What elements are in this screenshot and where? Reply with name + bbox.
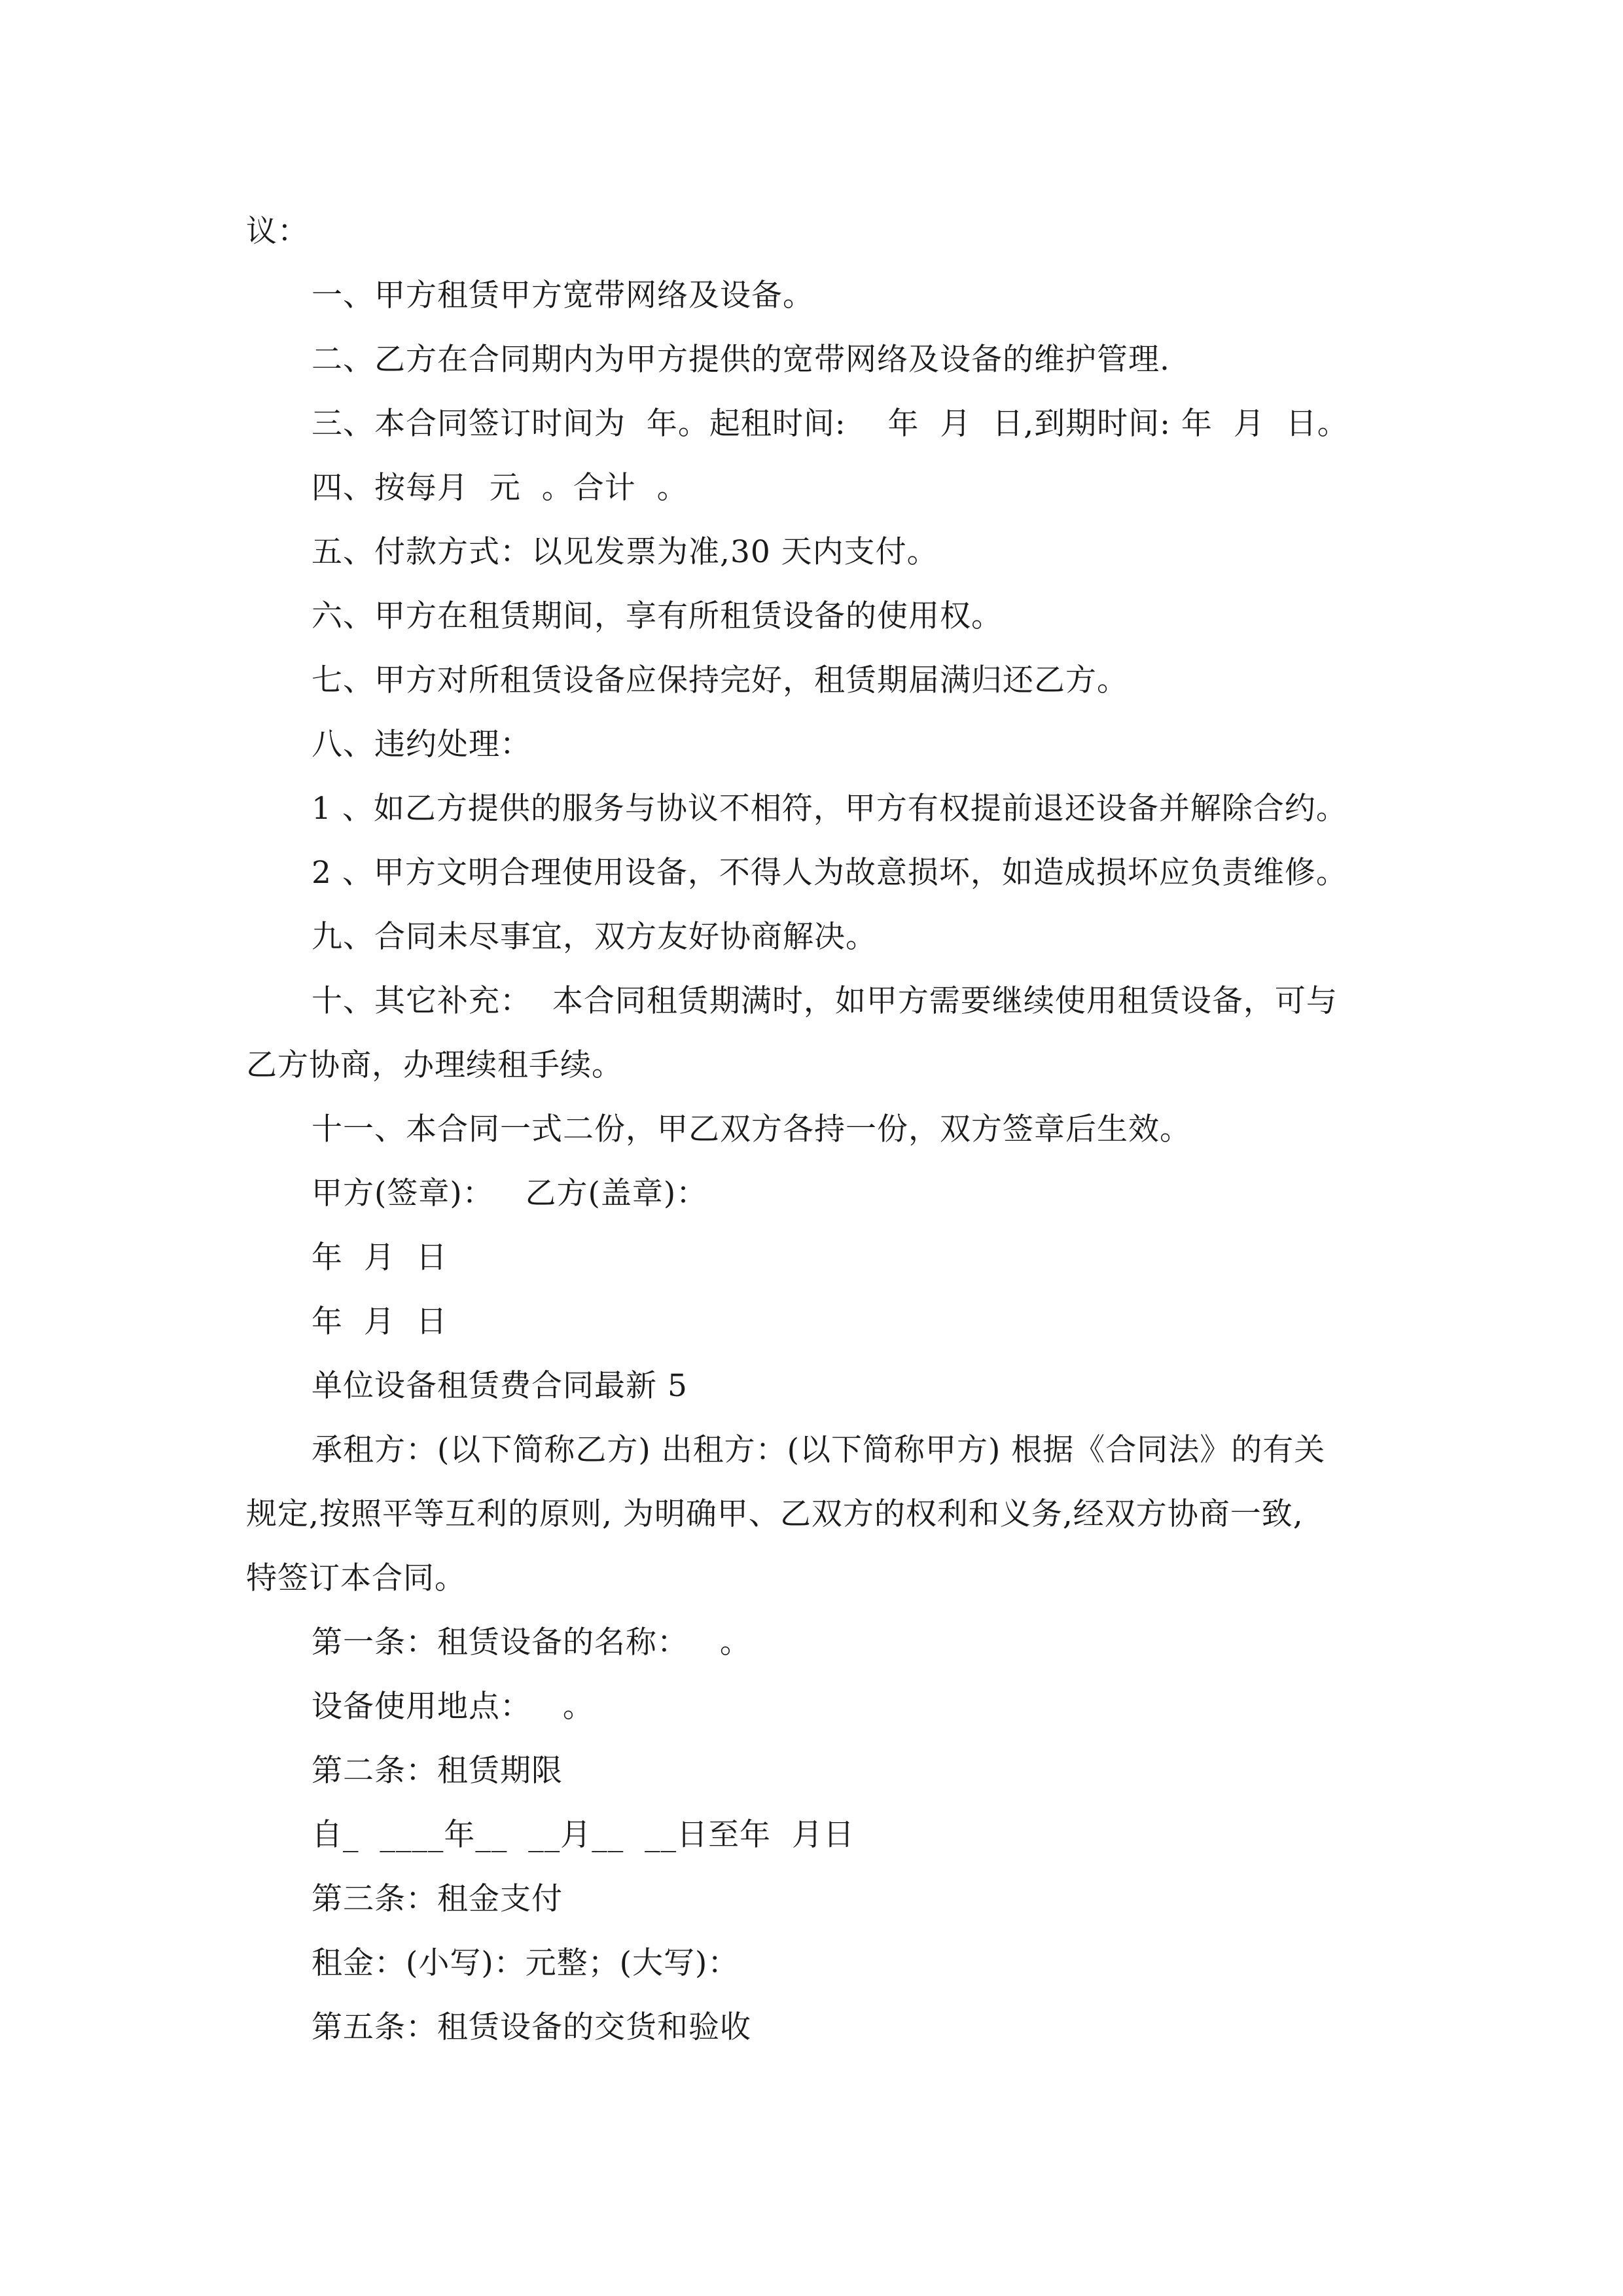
text-line: 甲方(签章)： 乙方(盖章)： xyxy=(312,1175,708,1211)
text-line: 2 、甲方文明合理使用设备，不得人为故意损坏，如造成损坏应负责维修。 xyxy=(312,855,1347,891)
text-line: 设备使用地点： 。 xyxy=(312,1689,594,1725)
text-line: 第二条：租赁期限 xyxy=(312,1753,563,1789)
text-line: 四、按每月 元 。合计 。 xyxy=(312,470,688,506)
text-line: 三、本合同签订时间为 年。起租时间: 年 月 日,到期时间: 年 月 日。 xyxy=(312,406,1349,442)
text-line: 年 月 日 xyxy=(312,1240,448,1276)
text-line: 年 月 日 xyxy=(312,1304,448,1340)
text-line: 六、甲方在租赁期间，享有所租赁设备的使用权。 xyxy=(312,598,1003,634)
document-body xyxy=(246,200,1385,2060)
text-line: 第五条：租赁设备的交货和验收 xyxy=(312,2009,751,2045)
text-line: 第三条：租金支付 xyxy=(312,1881,563,1917)
text-line: 承租方：(以下简称乙方) 出租方：(以下简称甲方) 根据《合同法》的有关 xyxy=(312,1432,1326,1468)
text-line: 十、其它补充： 本合同租赁期满时，如甲方需要继续使用租赁设备，可与 xyxy=(312,983,1338,1019)
text-line: 租金：(小写)：元整；(大写)： xyxy=(312,1945,740,1981)
text-line: 自_ ____年__ __月__ __日至年 月日 xyxy=(312,1817,855,1853)
text-line: 一、甲方租赁甲方宽带网络及设备。 xyxy=(312,278,814,314)
text-line: 1 、如乙方提供的服务与协议不相符，甲方有权提前退还设备并解除合约。 xyxy=(312,791,1347,827)
text-line: 议： xyxy=(246,213,309,249)
text-line: 八、违约处理： xyxy=(312,726,531,762)
text-line: 单位设备租赁费合同最新 5 xyxy=(312,1368,688,1404)
text-line: 九、合同未尽事宜，双方友好协商解决。 xyxy=(312,919,877,955)
text-line: 特签订本合同。 xyxy=(246,1560,466,1596)
text-line: 第一条：租赁设备的名称： 。 xyxy=(312,1624,751,1660)
text-line: 乙方协商，办理续租手续。 xyxy=(246,1047,623,1083)
text-line: 规定,按照平等互利的原则, 为明确甲、乙双方的权利和义务,经双方协商一致, xyxy=(246,1496,1304,1532)
text-line: 五、付款方式：以见发票为准,30 天内支付。 xyxy=(312,534,938,570)
text-line: 十一、本合同一式二份，甲乙双方各持一份，双方签章后生效。 xyxy=(312,1111,1191,1147)
text-line: 七、甲方对所租赁设备应保持完好，租赁期届满归还乙方。 xyxy=(312,662,1128,698)
text-line: 二、乙方在合同期内为甲方提供的宽带网络及设备的维护管理. xyxy=(312,342,1170,378)
